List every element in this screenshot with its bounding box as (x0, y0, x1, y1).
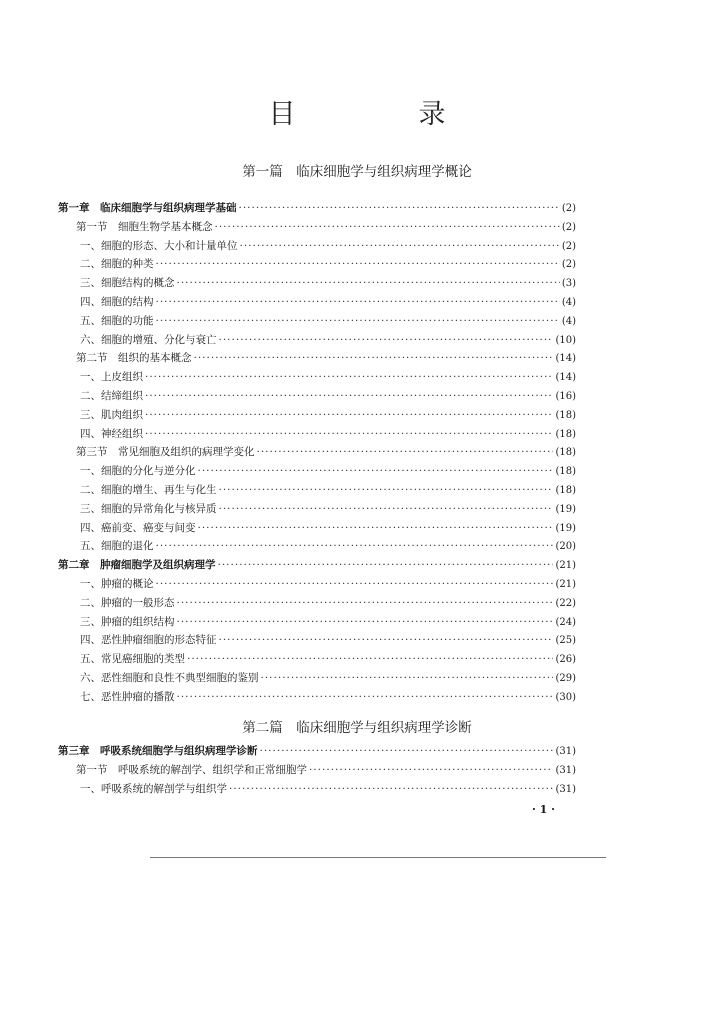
toc-entry-page: (14) (555, 372, 576, 384)
toc-list (58, 742, 576, 798)
dot-leader (156, 293, 560, 312)
toc-entry-label: 五、细胞的退化 (80, 540, 154, 553)
toc-entry-item (58, 537, 576, 556)
dot-leader (219, 500, 554, 519)
toc-entry-page: (26) (555, 654, 576, 666)
toc-entry-chapter (58, 742, 576, 761)
toc-entry-label: 第一节 细胞生物学基本概念 (76, 220, 213, 233)
toc-entry-page: (18) (555, 466, 576, 478)
toc-entry-item (58, 650, 576, 669)
toc-entry-label: 七、恶性肿瘤的播散 (80, 690, 175, 703)
dot-leader (156, 312, 560, 331)
toc-entry-item (58, 500, 576, 519)
toc-entry-label: 二、结缔组织 (80, 389, 143, 402)
toc-entry-label: 三、肿瘤的组织结构 (80, 615, 175, 628)
toc-entry-item (58, 669, 576, 688)
toc-entry-page: (3) (561, 278, 576, 290)
dot-leader (177, 688, 554, 707)
dot-leader (229, 780, 553, 799)
toc-entry-label: 四、神经组织 (80, 427, 143, 440)
toc-entry-page: (21) (555, 578, 576, 590)
dot-leader (198, 462, 554, 481)
dot-leader (257, 443, 554, 462)
toc-entry-label: 一、细胞的形态、大小和计量单位 (80, 239, 238, 252)
toc-entry-label: 三、细胞结构的概念 (80, 277, 175, 290)
dot-leader (145, 406, 553, 425)
toc-entry-label: 第三节 常见细胞及组织的病理学变化 (76, 446, 255, 459)
dot-leader (145, 425, 553, 444)
toc-entry-item (58, 481, 576, 500)
toc-entry-label: 六、细胞的增殖、分化与衰亡 (80, 333, 217, 346)
toc-entry-page: (25) (555, 635, 576, 647)
toc-entry-label: 一、呼吸系统的解剖学与组织学 (80, 782, 227, 795)
toc-entry-item (58, 613, 576, 632)
toc-entry-label: 第二节 组织的基本概念 (76, 352, 192, 365)
toc-entry-label: 一、细胞的分化与逆分化 (80, 465, 196, 478)
toc-entry-item (58, 575, 576, 594)
toc-entry-page: (2) (561, 203, 576, 214)
dot-leader (156, 255, 560, 274)
toc-entry-label: 第一节 呼吸系统的解剖学、组织学和正常细胞学 (76, 763, 307, 776)
dot-leader (177, 274, 560, 293)
toc-entry-label: 二、肿瘤的一般形态 (80, 596, 175, 609)
toc-entry-item (58, 293, 576, 312)
toc-entry-item (58, 237, 576, 256)
part-title: 第一篇 临床细胞学与组织病理学概论 (242, 164, 472, 180)
dot-leader (218, 556, 554, 575)
toc-entry-section (58, 349, 576, 368)
dot-leader (261, 669, 554, 688)
dot-leader (145, 387, 553, 406)
toc-entry-item (58, 631, 576, 650)
toc-entry-item (58, 274, 576, 293)
toc-entry-label: 一、上皮组织 (80, 371, 143, 384)
toc-entry-item (58, 425, 576, 444)
toc-entry-label: 三、肌肉组织 (80, 408, 143, 421)
toc-entry-label: 二、细胞的种类 (80, 258, 154, 271)
toc-entry-page: (24) (555, 616, 576, 628)
toc-entry-page: (29) (555, 672, 576, 684)
dot-leader (215, 218, 560, 237)
toc-entry-section (58, 443, 576, 462)
toc-entry-label: 四、癌前变、癌变与间变 (80, 521, 196, 534)
dot-leader (198, 519, 554, 538)
toc-entry-page: (19) (555, 503, 576, 515)
dot-leader (260, 742, 554, 761)
toc-entry-label: 五、细胞的功能 (80, 314, 154, 327)
page-title: 目 录 (268, 99, 494, 130)
dot-leader (309, 761, 553, 780)
bottom-rule (150, 857, 606, 858)
toc-entry-label: 三、细胞的异常角化与核异质 (80, 502, 217, 515)
toc-entry-label: 五、常见癌细胞的类型 (80, 653, 185, 666)
dot-leader (156, 537, 554, 556)
toc-entry-item (58, 331, 576, 350)
toc-entry-section (58, 218, 576, 237)
toc-entry-page: (21) (555, 560, 576, 572)
toc-entry-chapter (58, 556, 576, 575)
toc-entry-label: 第二章 肿瘤细胞学及组织病理学 (58, 559, 216, 572)
toc-entry-item (58, 387, 576, 406)
dot-leader (177, 613, 554, 632)
dot-leader (239, 199, 560, 218)
part-title: 第二篇 临床细胞学与组织病理学诊断 (242, 720, 472, 736)
toc-entry-page: (18) (555, 447, 576, 459)
page-number: · 1 · (532, 803, 555, 816)
toc-entry-page: (18) (555, 428, 576, 440)
toc-entry-item (58, 368, 576, 387)
dot-leader (219, 631, 554, 650)
toc-entry-page: (4) (561, 296, 576, 308)
toc-entry-label: 四、细胞的结构 (80, 295, 154, 308)
dot-leader (145, 368, 553, 387)
toc-entry-section (58, 761, 576, 780)
dot-leader (240, 237, 560, 256)
toc-entry-label: 第三章 呼吸系统细胞学与组织病理学诊断 (58, 745, 258, 757)
toc-entry-page: (31) (555, 764, 576, 776)
toc-entry-item (58, 519, 576, 538)
dot-leader (194, 349, 554, 368)
toc-entry-item (58, 594, 576, 613)
toc-entry-page: (18) (555, 409, 576, 421)
toc-entry-item (58, 780, 576, 799)
dot-leader (156, 575, 554, 594)
toc-entry-item (58, 688, 576, 707)
toc-entry-item (58, 462, 576, 481)
toc-entry-page: (20) (555, 541, 576, 553)
toc-entry-page: (4) (561, 315, 576, 327)
toc-entry-page: (2) (561, 259, 576, 271)
toc-list (58, 199, 576, 707)
toc-entry-page: (10) (555, 334, 576, 346)
dot-leader (177, 594, 554, 613)
toc-entry-label: 第一章 临床细胞学与组织病理学基础 (58, 202, 237, 214)
toc-entry-label: 一、肿瘤的概论 (80, 577, 154, 590)
toc-entry-page: (2) (561, 240, 576, 252)
toc-entry-label: 二、细胞的增生、再生与化生 (80, 483, 217, 496)
toc-entry-page: (14) (555, 353, 576, 365)
dot-leader (219, 331, 554, 350)
toc-entry-page: (16) (555, 390, 576, 402)
dot-leader (219, 481, 554, 500)
toc-entry-item (58, 406, 576, 425)
toc-entry-page: (31) (555, 746, 576, 757)
toc-entry-page: (22) (555, 597, 576, 609)
toc-entry-label: 四、恶性肿瘤细胞的形态特征 (80, 634, 217, 647)
toc-entry-chapter (58, 199, 576, 218)
toc-entry-page: (19) (555, 522, 576, 534)
toc-entry-page: (30) (555, 691, 576, 703)
toc-entry-page: (2) (561, 221, 576, 233)
toc-entry-page: (31) (555, 783, 576, 795)
toc-entry-item (58, 312, 576, 331)
toc-entry-page: (18) (555, 484, 576, 496)
toc-entry-label: 六、恶性细胞和良性不典型细胞的鉴别 (80, 671, 259, 684)
toc-entry-item (58, 255, 576, 274)
dot-leader (187, 650, 553, 669)
